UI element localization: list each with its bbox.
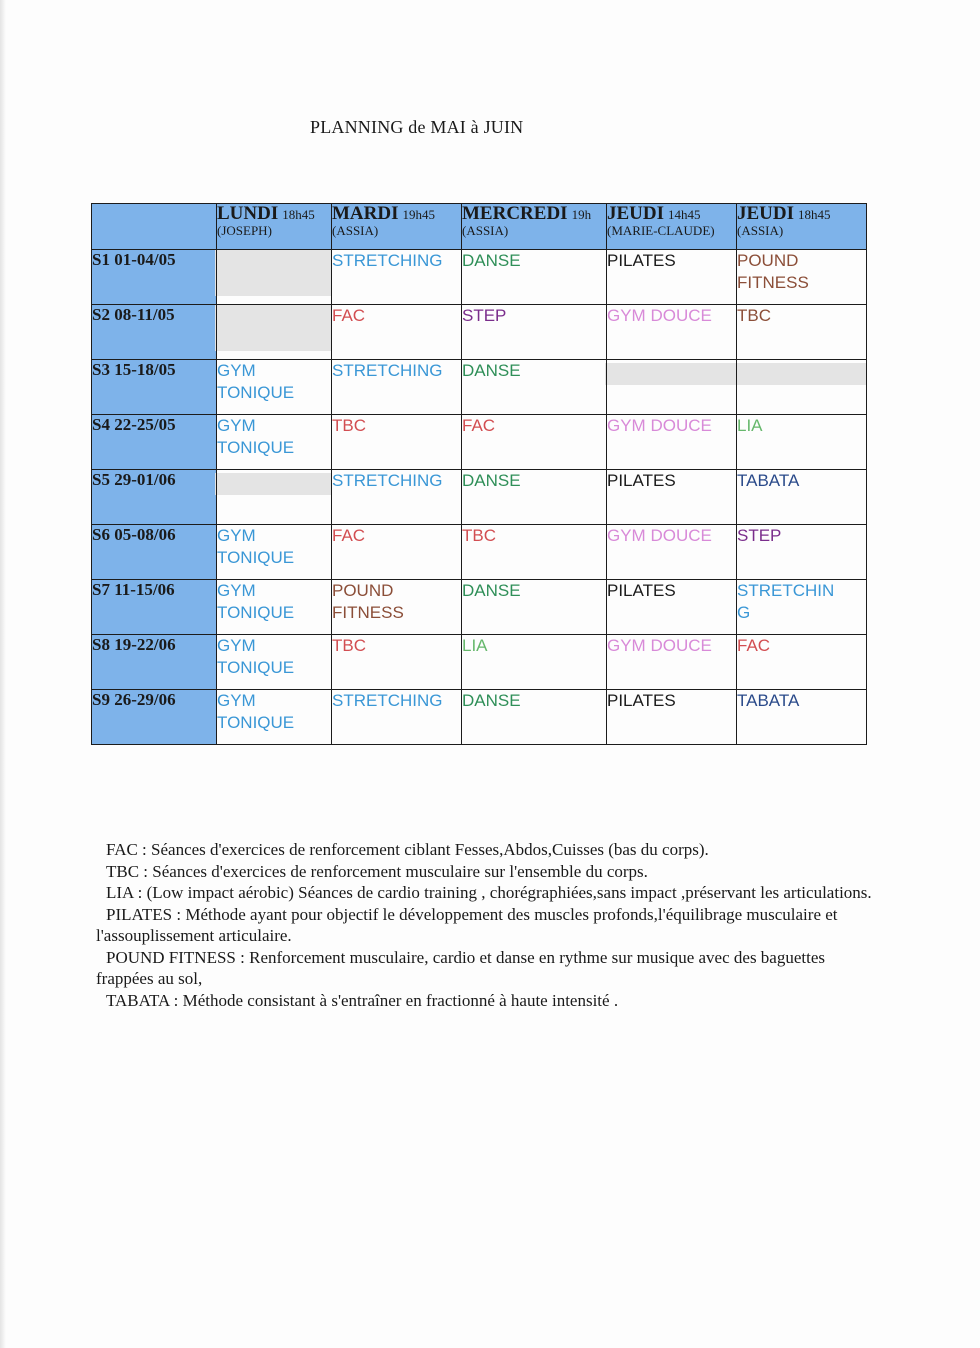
week-label: S5 29-01/06 bbox=[92, 470, 217, 525]
session-cell: STRETCHIN G bbox=[737, 580, 867, 635]
day-time: 14h45 bbox=[668, 207, 701, 222]
session-cell: TBC bbox=[332, 415, 462, 470]
session-cell: GYM TONIQUE bbox=[217, 525, 332, 580]
week-row bbox=[92, 470, 867, 525]
empty-session-cell bbox=[217, 250, 332, 305]
session-cell: LIA bbox=[462, 635, 607, 690]
session-cell: DANSE bbox=[462, 470, 607, 525]
blank-fill bbox=[215, 473, 332, 495]
week-label: S2 08-11/05 bbox=[92, 305, 217, 360]
session-cell: PILATES bbox=[607, 580, 737, 635]
session-cell: POUND FITNESS bbox=[332, 580, 462, 635]
day-coach: (ASSIA) bbox=[462, 222, 509, 238]
day-name: MARDI bbox=[332, 203, 399, 224]
session-cell: PILATES bbox=[607, 690, 737, 745]
day-time: 18h45 bbox=[282, 207, 315, 222]
week-label: S4 22-25/05 bbox=[92, 415, 217, 470]
week-row bbox=[92, 360, 867, 415]
page-edge bbox=[0, 0, 6, 1348]
legend-entry: FAC : Séances d'exercices de renforcement ciblant Fesses,Abdos,Cuisses (bas du corps). bbox=[106, 840, 709, 859]
week-label: S9 26-29/06 bbox=[92, 690, 217, 745]
day-header-lundi bbox=[217, 204, 332, 250]
schedule-body bbox=[92, 250, 867, 745]
legend-entry: PILATES : Méthode ayant pour objectif le développement des muscles profonds,l'équilibrage musculaire et l'assouplissement articulaire. bbox=[96, 904, 838, 945]
week-label: S7 11-15/06 bbox=[92, 580, 217, 635]
session-cell: STRETCHING bbox=[332, 690, 462, 745]
session-cell: GYM DOUCE bbox=[607, 415, 737, 470]
session-cell: TABATA bbox=[737, 690, 867, 745]
session-cell: LIA bbox=[737, 415, 867, 470]
day-header-mardi bbox=[332, 204, 462, 250]
session-cell: GYM DOUCE bbox=[607, 635, 737, 690]
day-header-jeudi-evening bbox=[737, 204, 867, 250]
session-cell: FAC bbox=[332, 525, 462, 580]
session-cell: TBC bbox=[462, 525, 607, 580]
week-label: S1 01-04/05 bbox=[92, 250, 217, 305]
legend-entry: POUND FITNESS : Renforcement musculaire, cardio et danse en rythme sur musique avec des baguettes frappées au sol, bbox=[96, 947, 826, 988]
legend-entry: LIA : (Low impact aérobic) Séances de cardio training , chorégraphiées,sans impact ,préservant les articulations. bbox=[106, 883, 872, 902]
week-row bbox=[92, 580, 867, 635]
week-label: S6 05-08/06 bbox=[92, 525, 217, 580]
schedule-table bbox=[91, 203, 867, 745]
blank-fill bbox=[605, 363, 737, 385]
empty-session-cell bbox=[217, 305, 332, 360]
week-row bbox=[92, 525, 867, 580]
day-coach: (MARIE-CLAUDE) bbox=[607, 222, 715, 238]
session-cell: DANSE bbox=[462, 360, 607, 415]
session-cell: FAC bbox=[737, 635, 867, 690]
day-coach: (ASSIA) bbox=[332, 222, 379, 238]
session-cell: FAC bbox=[462, 415, 607, 470]
session-cell: PILATES bbox=[607, 470, 737, 525]
day-time: 19h45 bbox=[402, 207, 435, 222]
session-cell: GYM DOUCE bbox=[607, 305, 737, 360]
week-row bbox=[92, 305, 867, 360]
session-cell: GYM DOUCE bbox=[607, 525, 737, 580]
session-cell: DANSE bbox=[462, 580, 607, 635]
day-name: JEUDI bbox=[607, 203, 665, 224]
session-cell: TABATA bbox=[737, 470, 867, 525]
header-row bbox=[92, 204, 867, 250]
week-label: S8 19-22/06 bbox=[92, 635, 217, 690]
week-row bbox=[92, 250, 867, 305]
day-header-mercredi bbox=[462, 204, 607, 250]
day-name: JEUDI bbox=[737, 203, 795, 224]
day-time: 19h bbox=[571, 207, 592, 222]
week-row bbox=[92, 635, 867, 690]
session-cell: GYM TONIQUE bbox=[217, 635, 332, 690]
session-cell: DANSE bbox=[462, 690, 607, 745]
legend-entry: TABATA : Méthode consistant à s'entraîner en fractionné à haute intensité . bbox=[106, 990, 619, 1010]
session-cell: STRETCHING bbox=[332, 250, 462, 305]
session-cell: STEP bbox=[462, 305, 607, 360]
empty-session-cell bbox=[607, 360, 737, 415]
blank-fill bbox=[215, 250, 332, 296]
day-header-jeudi-afternoon bbox=[607, 204, 737, 250]
session-cell: PILATES bbox=[607, 250, 737, 305]
session-cell: TBC bbox=[737, 305, 867, 360]
blank-fill bbox=[735, 363, 867, 385]
page-title: PLANNING de MAI à JUIN bbox=[310, 117, 524, 137]
session-cell: STEP bbox=[737, 525, 867, 580]
session-cell: GYM TONIQUE bbox=[217, 690, 332, 745]
day-name: MERCREDI bbox=[462, 203, 568, 224]
session-cell: GYM TONIQUE bbox=[217, 580, 332, 635]
session-cell: FAC bbox=[332, 305, 462, 360]
blank-fill bbox=[215, 305, 332, 351]
day-time: 18h45 bbox=[798, 207, 831, 222]
session-cell: GYM TONIQUE bbox=[217, 415, 332, 470]
legend-entry: TBC : Séances d'exercices de renforcement musculaire sur l'ensemble du corps. bbox=[106, 861, 648, 881]
week-label: S3 15-18/05 bbox=[92, 360, 217, 415]
session-cell: STRETCHING bbox=[332, 470, 462, 525]
week-row bbox=[92, 690, 867, 745]
header-corner bbox=[92, 204, 217, 250]
session-cell: POUND FITNESS bbox=[737, 250, 867, 305]
legend bbox=[96, 839, 876, 1011]
empty-session-cell bbox=[737, 360, 867, 415]
session-cell: STRETCHING bbox=[332, 360, 462, 415]
day-coach: (JOSEPH) bbox=[217, 222, 272, 238]
day-coach: (ASSIA) bbox=[737, 222, 784, 238]
day-name: LUNDI bbox=[217, 203, 279, 224]
session-cell: GYM TONIQUE bbox=[217, 360, 332, 415]
session-cell: TBC bbox=[332, 635, 462, 690]
week-row bbox=[92, 415, 867, 470]
empty-session-cell bbox=[217, 470, 332, 525]
session-cell: DANSE bbox=[462, 250, 607, 305]
